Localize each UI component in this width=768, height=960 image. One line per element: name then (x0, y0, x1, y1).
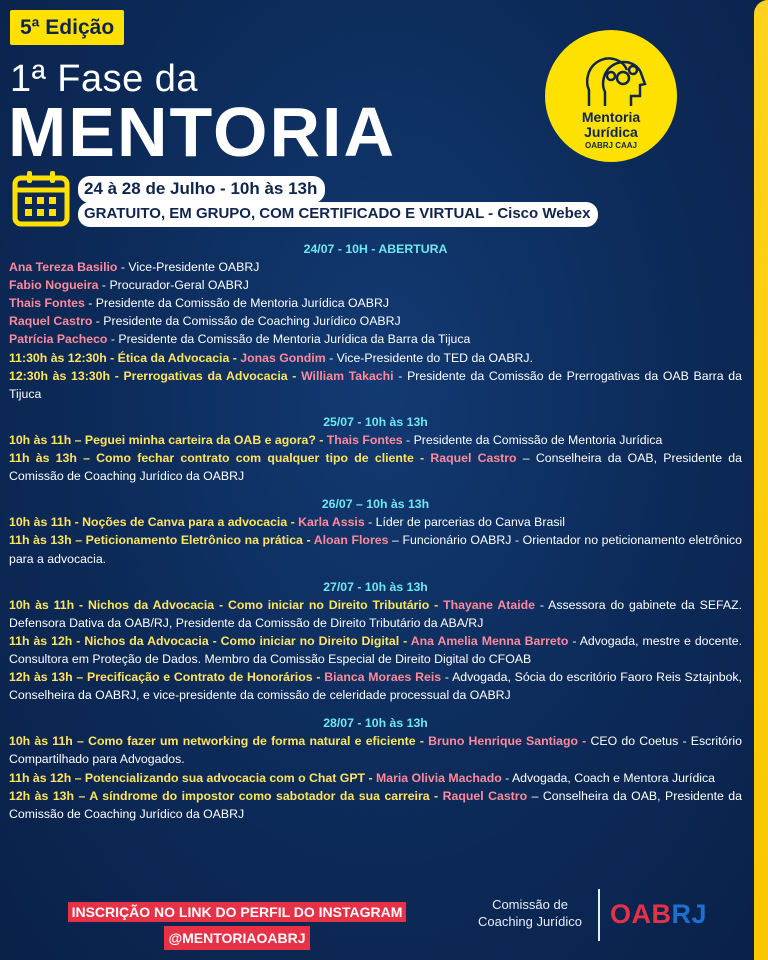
schedule-item (9, 632, 742, 668)
speaker-name: Ana Amelia Menna Barreto (410, 633, 569, 648)
day-heading: 24/07 - 10H - ABERTURA (303, 242, 448, 256)
speaker-name: Patrícia Pacheco (9, 332, 108, 347)
session-title: 11h às 13h – Como fechar contrato com qualquer tipo de cliente - (9, 451, 431, 466)
day-heading: 26/07 – 10h às 13h (321, 497, 430, 512)
speaker-name: Bianca Moraes Reis (324, 670, 442, 685)
speaker-role: CEO do Coetus - Escritório Compartilhado para Advogados. (9, 734, 742, 767)
schedule-item (9, 258, 742, 276)
schedule-item (9, 367, 742, 403)
speaker-role: - Presidente da Comissão de Mentoria Jurídica da Barra da Tijuca (107, 332, 471, 347)
session-title: 12h às 13h – Precificação e Contrato de Honorários - (9, 670, 325, 685)
schedule-item (9, 449, 742, 485)
cta-line1: INSCRIÇÃO NO LINK DO PERFIL DO INSTAGRAM (68, 902, 407, 922)
event-dates: 24 à 28 de Julho - 10h às 13h (78, 176, 325, 203)
speaker-name: Raquel Castro (442, 788, 528, 803)
schedule (9, 237, 742, 823)
brand-rj: RJ (671, 899, 708, 929)
instagram-cta[interactable] (48, 902, 426, 950)
speaker-name: Fabio Nogueira (9, 278, 99, 293)
speaker-name: Maria Olivia Machado (375, 770, 502, 785)
cta-handle[interactable]: @MENTORIAOABRJ (164, 926, 309, 950)
session-title: 11:30h às 12:30h - Ética da Advocacia - (9, 350, 241, 365)
brand-oab: OAB (610, 899, 672, 929)
speaker-name: Aloan Flores (313, 533, 389, 548)
speaker-role: - Advogada, mestre e docente. Consultora em Proteção de Dados. Membro da Comissão Especial de Direito Digital do CFOAB (9, 633, 743, 666)
speaker-role: – Conselheira da OAB, Presidente da Comissão de Coaching Jurídico da OABRJ (9, 451, 742, 484)
edition-badge: 5ª Edição (10, 10, 124, 45)
phase-title: 1ª Fase da (10, 58, 199, 100)
day-heading: 25/07 - 10h às 13h (323, 414, 428, 429)
schedule-item (9, 596, 742, 632)
speaker-name: Ana Tereza Basilio (9, 260, 118, 275)
logo-line2: Jurídica (584, 124, 638, 140)
logo-line1: Mentoria (581, 109, 641, 125)
speaker-name: Thayane Ataide (443, 597, 535, 612)
calendar-icon (12, 170, 72, 228)
session-title: 11h às 12h – Potencializando sua advocacia com o Chat GPT - (9, 770, 376, 785)
event-details: GRATUITO, EM GRUPO, COM CERTIFICADO E VIRTUAL - Cisco Webex (78, 202, 598, 227)
session-title: 11h às 12h - Nichos da Advocacia - Como iniciar no Direito Digital - (9, 633, 411, 648)
mentoria-juridica-logo (545, 30, 677, 162)
speaker-name: Thais Fontes (9, 296, 85, 311)
session-title: 10h às 11h – Peguei minha carteira da OAB e agora? - (9, 432, 327, 447)
footer-divider (598, 889, 600, 941)
day-heading: 28/07 - 10h às 13h (323, 716, 428, 731)
schedule-item (9, 531, 742, 567)
speaker-role: - Advogada, Coach e Mentora Jurídica (501, 770, 716, 785)
speaker-name: Bruno Henrique Santiago - (428, 734, 587, 749)
main-title: MENTORIA (8, 93, 397, 171)
session-title: 10h às 11h – Como fazer um networking de forma natural e eficiente - (9, 734, 429, 749)
speaker-name: Jonas Gondim (240, 350, 326, 365)
speaker-role: - Procurador-Geral OABRJ (98, 278, 249, 293)
speaker-role: – Funcionário OABRJ - Orientador no peticionamento eletrônico para a advocacia. (9, 533, 743, 566)
side-stripe (754, 0, 768, 960)
speaker-role: - Presidente da Comissão de Prerrogativas da OAB Barra da Tijuca (9, 368, 742, 401)
schedule-item (9, 431, 742, 449)
speaker-role: - Assessora do gabinete da SEFAZ. Defensora Dativa da OAB/RJ, Presidente da Comissão de Direito Tributário da ABA/RJ (9, 597, 742, 630)
speaker-name: Karla Assis (298, 515, 365, 530)
speaker-role: – Conselheira da OAB, Presidente da Comissão de Coaching Jurídico da OABRJ (9, 788, 742, 821)
speaker-name: Raquel Castro (430, 451, 517, 466)
speaker-role: - Vice-Presidente OABRJ (117, 260, 260, 275)
session-title: 10h às 11h - Noções de Canva para a advocacia - (9, 515, 299, 530)
speaker-role: - Líder de parcerias do Canva Brasil (364, 515, 565, 530)
logo-line3: OABRJ CAAJ (584, 141, 637, 150)
speaker-name: William Takachi (301, 368, 394, 383)
schedule-item (9, 294, 742, 312)
session-title: 11h às 13h – Peticionamento Eletrônico na prática - (9, 533, 314, 548)
schedule-item (9, 769, 742, 787)
schedule-item (9, 513, 742, 531)
day-heading: 27/07 - 10h às 13h (323, 579, 428, 594)
speaker-role: - Presidente da Comissão de Mentoria Jurídica (402, 432, 663, 447)
schedule-item (9, 732, 742, 768)
speaker-role: - Vice-Presidente do TED da OABRJ. (325, 350, 533, 365)
commission-name: Comissão de Coaching Jurídico (477, 897, 583, 929)
oabrj-logo (610, 899, 707, 930)
schedule-item (9, 330, 742, 348)
speaker-name: Raquel Castro (9, 314, 93, 329)
schedule-item (9, 787, 742, 823)
session-title: 12h às 13h – A síndrome do impostor como sabotador da sua carreira - (9, 788, 443, 803)
schedule-item (9, 276, 742, 294)
session-title: 10h às 11h - Nichos da Advocacia - Como iniciar no Direito Tributário - (9, 597, 444, 612)
session-title: 12:30h às 13:30h - Prerrogativas da Advocacia - (9, 368, 302, 383)
speaker-role: - Presidente da Comissão de Mentoria Jurídica OABRJ (84, 296, 389, 311)
schedule-item (9, 349, 742, 367)
schedule-item (9, 312, 742, 330)
speaker-role: - Presidente da Comissão de Coaching Jurídico OABRJ (92, 314, 401, 329)
speaker-name: Thais Fontes (326, 432, 403, 447)
speaker-role: - Advogada, Sócia do escritório Faoro Reis Sztajnbok, Conselheira da OABRJ, e vice-presidente da comissão de celeridade processual da OABRJ (9, 670, 742, 703)
schedule-item (9, 668, 742, 704)
